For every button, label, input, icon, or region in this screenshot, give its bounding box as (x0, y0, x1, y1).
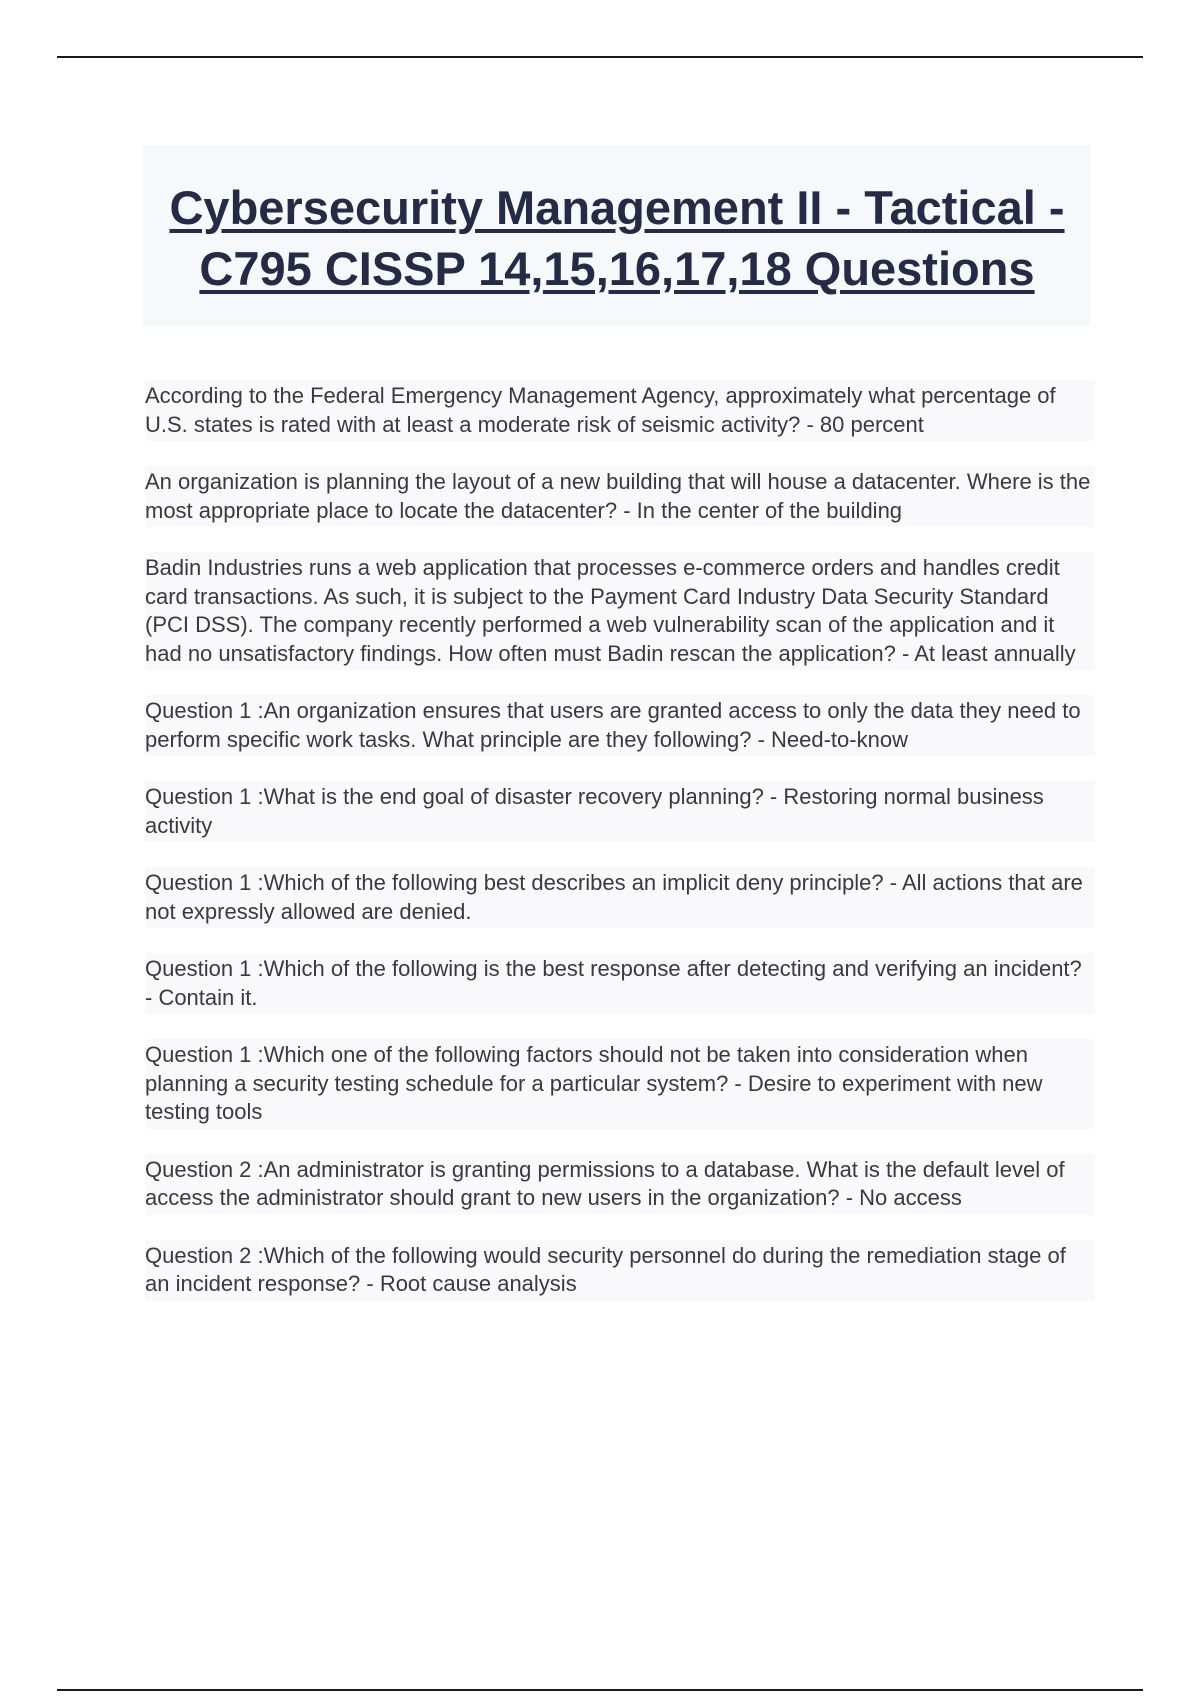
qa-item: An organization is planning the layout of a new building that will house a datacenter. Where is the most appropriate place to locate the datacenter? - In the center of the building (145, 466, 1095, 527)
qa-item: Question 1 :An organization ensures that users are granted access to only the data they need to perform specific work tasks. What principle are they following? - Need-to-know (145, 695, 1095, 756)
top-rule (57, 56, 1143, 58)
qa-item: Question 1 :Which of the following is the best response after detecting and verifying an incident? - Contain it. (145, 953, 1095, 1014)
qa-item: Badin Industries runs a web application that processes e-commerce orders and handles credit card transactions. As such, it is subject to the Payment Card Industry Data Security Standard (PCI DSS). The company recently performed a web vulnerability scan of the application and it had no unsatisfactory findings. How often must Badin rescan the application? - At least annually (145, 552, 1095, 670)
document-title: Cybersecurity Management II - Tactical - C795 CISSP 14,15,16,17,18 Questions (169, 180, 1065, 295)
qa-item: Question 2 :Which of the following would security personnel do during the remediation stage of an incident response? - Root cause analysis (145, 1240, 1095, 1301)
bottom-rule (57, 1689, 1143, 1691)
qa-item: Question 1 :Which of the following best describes an implicit deny principle? - All actions that are not expressly allowed are denied. (145, 867, 1095, 928)
qa-item: According to the Federal Emergency Management Agency, approximately what percentage of U.S. states is rated with at least a moderate risk of seismic activity? - 80 percent (145, 380, 1095, 441)
qa-list (145, 380, 1095, 1326)
qa-item: Question 2 :An administrator is granting permissions to a database. What is the default level of access the administrator should grant to new users in the organization? - No access (145, 1154, 1095, 1215)
qa-item: Question 1 :Which one of the following factors should not be taken into consideration when planning a security testing schedule for a particular system? - Desire to experiment with new testing tools (145, 1039, 1095, 1129)
title-block (143, 145, 1091, 326)
qa-item: Question 1 :What is the end goal of disaster recovery planning? - Restoring normal business activity (145, 781, 1095, 842)
